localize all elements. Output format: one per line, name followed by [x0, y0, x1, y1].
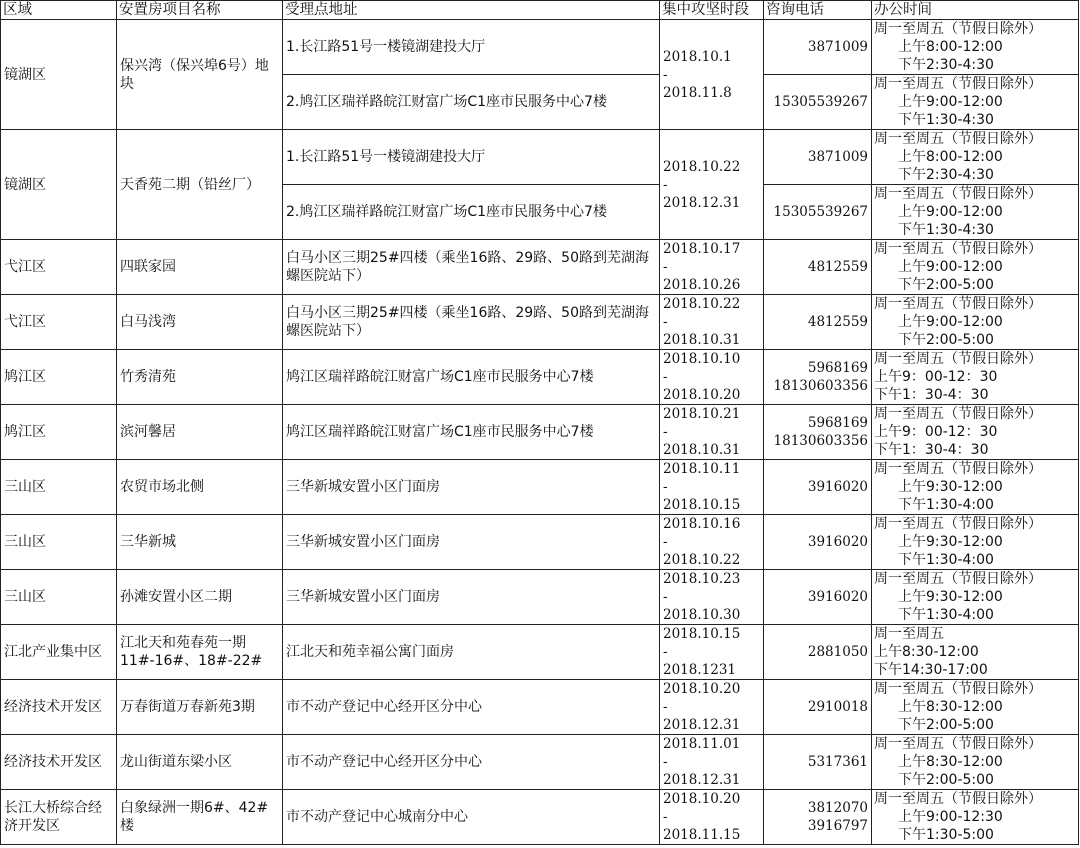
table-row	[1, 295, 1079, 350]
hours-cell	[872, 570, 1079, 625]
table-row	[1, 130, 1079, 185]
address-cell: 白马小区三期25#四楼（乘坐16路、29路、50路到芜湖海螺医院站下）	[283, 295, 660, 350]
hours-cell	[872, 295, 1079, 350]
hours-line: 下午2:00-5:00	[898, 717, 994, 733]
project-cell: 四联家园	[117, 240, 283, 295]
region-cell: 镜湖区	[1, 130, 117, 240]
phone-cell: 2910018	[764, 680, 872, 735]
hours-line: 下午1:30-4:00	[898, 497, 994, 513]
hours-line: 周一至周五	[874, 626, 944, 642]
table-row	[1, 680, 1079, 735]
header-address: 受理点地址	[283, 1, 660, 20]
hours-cell	[872, 680, 1079, 735]
hours-line: 上午9:00-12:30	[898, 809, 1003, 825]
phone-cell: 5968169 18130603356	[764, 350, 872, 405]
hours-line: 下午1:30-4:30	[898, 222, 994, 238]
project-cell: 三华新城	[117, 515, 283, 570]
hours-line: 上午9:30-12:00	[898, 589, 1003, 605]
hours-cell	[872, 515, 1079, 570]
hours-line: 下午2:00-5:00	[898, 772, 994, 788]
address-cell: 江北天和苑幸福公寓门面房	[283, 625, 660, 680]
header-period: 集中攻坚时段	[660, 1, 764, 20]
hours-line: 下午1：30-4：30	[874, 442, 989, 458]
address-cell: 1.长江路51号一楼镜湖建投大厅	[283, 130, 660, 185]
phone-cell: 15305539267	[764, 75, 872, 130]
period-cell: 2018.10.22 - 2018.10.31	[660, 295, 764, 350]
hours-line: 周一至周五（节假日除外）	[874, 681, 1042, 697]
table-row	[1, 735, 1079, 790]
table-row	[1, 515, 1079, 570]
address-cell: 市不动产登记中心城南分中心	[283, 790, 660, 845]
hours-line: 周一至周五（节假日除外）	[874, 791, 1042, 807]
hours-line: 周一至周五（节假日除外）	[874, 461, 1042, 477]
hours-line: 下午1:30-4:00	[898, 607, 994, 623]
hours-cell	[872, 350, 1079, 405]
region-cell: 镜湖区	[1, 20, 117, 130]
period-cell: 2018.10.20 - 2018.11.15	[660, 790, 764, 845]
hours-line: 下午14:30-17:00	[874, 662, 988, 678]
hours-line: 周一至周五（节假日除外）	[874, 406, 1042, 422]
hours-line: 下午2:30-4:30	[898, 167, 994, 183]
table-body	[1, 20, 1079, 845]
hours-line: 上午8:00-12:00	[898, 149, 1003, 165]
table-row	[1, 570, 1079, 625]
project-cell: 保兴湾（保兴埠6号）地块	[117, 20, 283, 130]
address-cell: 三华新城安置小区门面房	[283, 460, 660, 515]
region-cell: 鸠江区	[1, 350, 117, 405]
region-cell: 长江大桥综合经济开发区	[1, 790, 117, 845]
hours-line: 下午1：30-4：30	[874, 387, 989, 403]
hours-line: 下午2:00-5:00	[898, 277, 994, 293]
project-cell: 龙山街道东梁小区	[117, 735, 283, 790]
table-row	[1, 20, 1079, 75]
hours-line: 下午2:00-5:00	[898, 332, 994, 348]
region-cell: 江北产业集中区	[1, 625, 117, 680]
address-cell: 1.长江路51号一楼镜湖建投大厅	[283, 20, 660, 75]
project-cell: 万春街道万春新苑3期	[117, 680, 283, 735]
address-cell: 市不动产登记中心经开区分中心	[283, 735, 660, 790]
project-cell: 滨河馨居	[117, 405, 283, 460]
hours-cell	[872, 625, 1079, 680]
address-cell: 2.鸠江区瑞祥路皖江财富广场C1座市民服务中心7楼	[283, 75, 660, 130]
hours-cell	[872, 735, 1079, 790]
header-phone: 咨询电话	[764, 1, 872, 20]
phone-cell: 15305539267	[764, 185, 872, 240]
hours-line: 周一至周五（节假日除外）	[874, 296, 1042, 312]
phone-cell: 4812559	[764, 295, 872, 350]
hours-line: 周一至周五（节假日除外）	[874, 76, 1042, 92]
hours-cell	[872, 405, 1079, 460]
table-row	[1, 625, 1079, 680]
phone-cell: 5317361	[764, 735, 872, 790]
hours-line: 上午9:30-12:00	[898, 479, 1003, 495]
phone-cell: 3871009	[764, 130, 872, 185]
hours-line: 周一至周五（节假日除外）	[874, 571, 1042, 587]
hours-line: 周一至周五（节假日除外）	[874, 131, 1042, 147]
table-row	[1, 350, 1079, 405]
hours-line: 下午2:30-4:30	[898, 57, 994, 73]
address-cell: 鸠江区瑞祥路皖江财富广场C1座市民服务中心7楼	[283, 405, 660, 460]
project-cell: 孙滩安置小区二期	[117, 570, 283, 625]
header-project: 安置房项目名称	[117, 1, 283, 20]
hours-line: 上午8:30-12:00	[874, 644, 979, 660]
hours-line: 周一至周五（节假日除外）	[874, 516, 1042, 532]
hours-line: 下午1:30-5:00	[898, 827, 994, 843]
period-cell: 2018.10.1 - 2018.11.8	[660, 20, 764, 130]
period-cell: 2018.10.20 - 2018.12.31	[660, 680, 764, 735]
hours-line: 上午8:30-12:00	[898, 754, 1003, 770]
region-cell: 弋江区	[1, 240, 117, 295]
period-cell: 2018.10.15 - 2018.1231	[660, 625, 764, 680]
region-cell: 三山区	[1, 570, 117, 625]
table-row	[1, 240, 1079, 295]
region-cell: 弋江区	[1, 295, 117, 350]
period-cell: 2018.10.16 - 2018.10.22	[660, 515, 764, 570]
phone-cell: 2881050	[764, 625, 872, 680]
hours-line: 上午9：00-12：30	[874, 369, 998, 385]
period-cell: 2018.11.01 - 2018.12.31	[660, 735, 764, 790]
phone-cell: 4812559	[764, 240, 872, 295]
project-cell: 白马浅湾	[117, 295, 283, 350]
address-cell: 鸠江区瑞祥路皖江财富广场C1座市民服务中心7楼	[283, 350, 660, 405]
address-cell: 三华新城安置小区门面房	[283, 515, 660, 570]
phone-cell: 3871009	[764, 20, 872, 75]
table-row	[1, 790, 1079, 845]
hours-line: 上午9:30-12:00	[898, 534, 1003, 550]
hours-cell	[872, 240, 1079, 295]
hours-line: 周一至周五（节假日除外）	[874, 241, 1042, 257]
period-cell: 2018.10.21 - 2018.10.31	[660, 405, 764, 460]
project-cell: 天香苑二期（铅丝厂）	[117, 130, 283, 240]
region-cell: 鸠江区	[1, 405, 117, 460]
hours-line: 周一至周五（节假日除外）	[874, 736, 1042, 752]
phone-cell: 3916020	[764, 460, 872, 515]
region-cell: 经济技术开发区	[1, 735, 117, 790]
address-cell: 2.鸠江区瑞祥路皖江财富广场C1座市民服务中心7楼	[283, 185, 660, 240]
hours-cell	[872, 75, 1079, 130]
address-cell: 三华新城安置小区门面房	[283, 570, 660, 625]
period-cell: 2018.10.11 - 2018.10.15	[660, 460, 764, 515]
phone-cell: 3916020	[764, 570, 872, 625]
address-cell: 白马小区三期25#四楼（乘坐16路、29路、50路到芜湖海螺医院站下）	[283, 240, 660, 295]
project-cell: 农贸市场北侧	[117, 460, 283, 515]
header-row	[1, 1, 1079, 20]
project-cell: 江北天和苑春苑一期11#-16#、18#-22#	[117, 625, 283, 680]
hours-cell	[872, 185, 1079, 240]
period-cell: 2018.10.10 - 2018.10.20	[660, 350, 764, 405]
hours-line: 周一至周五（节假日除外）	[874, 351, 1042, 367]
phone-cell: 5968169 18130603356	[764, 405, 872, 460]
region-cell: 三山区	[1, 515, 117, 570]
hours-cell	[872, 460, 1079, 515]
hours-line: 上午9:00-12:00	[898, 314, 1003, 330]
period-cell: 2018.10.22 - 2018.12.31	[660, 130, 764, 240]
hours-line: 上午9:00-12:00	[898, 259, 1003, 275]
hours-line: 上午9:00-12:00	[898, 204, 1003, 220]
hours-line: 周一至周五（节假日除外）	[874, 186, 1042, 202]
hours-cell	[872, 130, 1079, 185]
hours-line: 上午8:00-12:00	[898, 39, 1003, 55]
project-cell: 白象绿洲一期6#、42#楼	[117, 790, 283, 845]
period-cell: 2018.10.17 - 2018.10.26	[660, 240, 764, 295]
address-cell: 市不动产登记中心经开区分中心	[283, 680, 660, 735]
project-cell: 竹秀清苑	[117, 350, 283, 405]
period-cell: 2018.10.23 - 2018.10.30	[660, 570, 764, 625]
hours-cell	[872, 790, 1079, 845]
hours-line: 上午9:00-12:00	[898, 94, 1003, 110]
hours-line: 上午8:30-12:00	[898, 699, 1003, 715]
hours-line: 下午1:30-4:00	[898, 552, 994, 568]
header-region: 区域	[1, 1, 117, 20]
phone-cell: 3916020	[764, 515, 872, 570]
region-cell: 三山区	[1, 460, 117, 515]
hours-line: 下午1:30-4:30	[898, 112, 994, 128]
header-hours: 办公时间	[872, 1, 1079, 20]
hours-line: 周一至周五（节假日除外）	[874, 21, 1042, 37]
phone-cell: 3812070 3916797	[764, 790, 872, 845]
hours-cell	[872, 20, 1079, 75]
hours-line: 上午9：00-12：30	[874, 424, 998, 440]
table-row	[1, 405, 1079, 460]
table-row	[1, 460, 1079, 515]
region-cell: 经济技术开发区	[1, 680, 117, 735]
